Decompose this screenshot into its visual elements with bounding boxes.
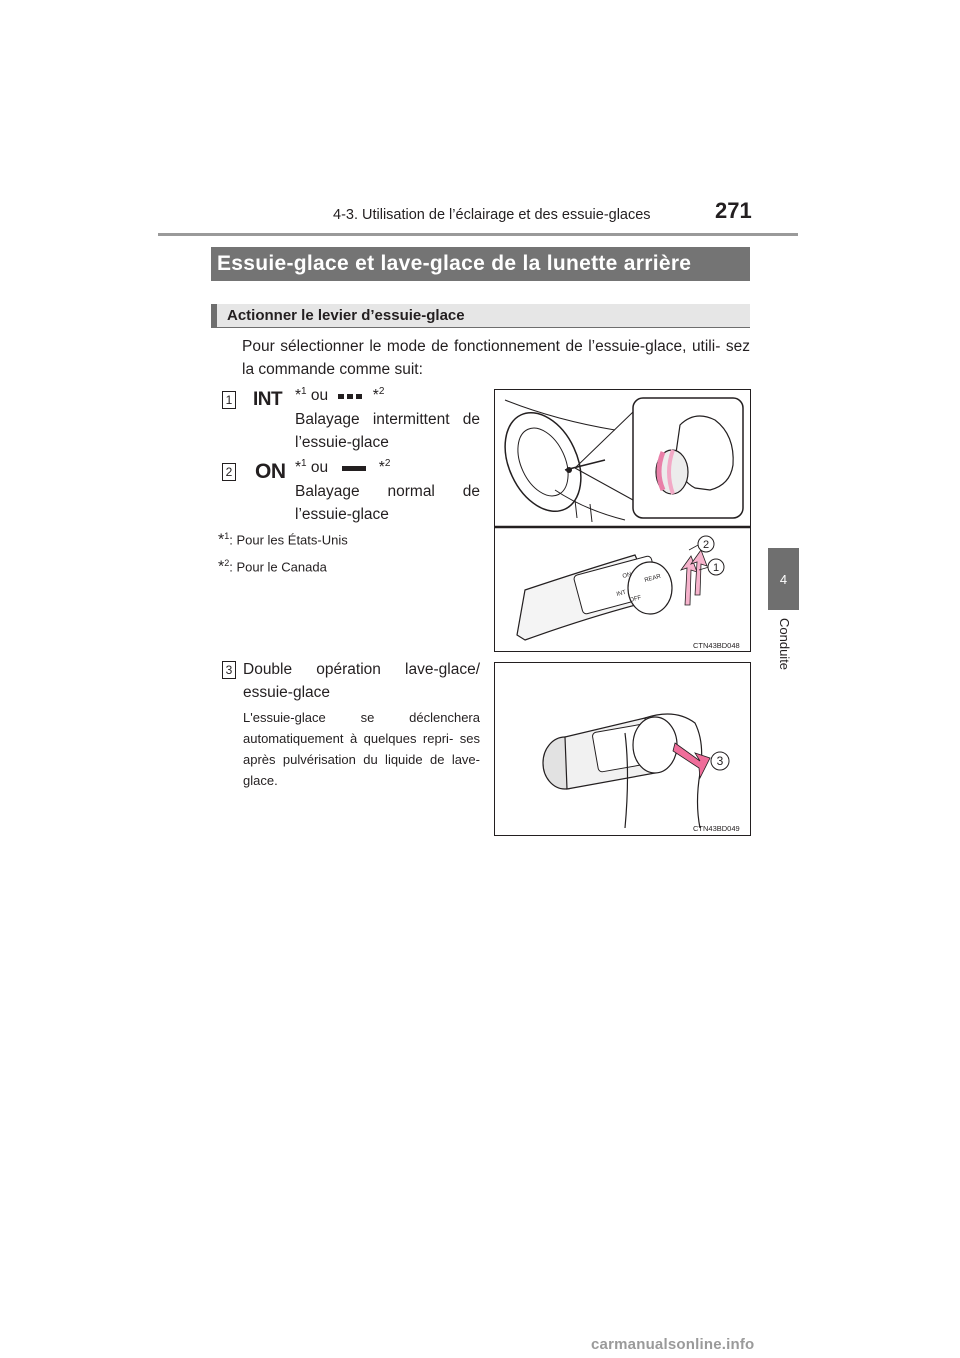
item-3-description: Double opération lave-glace/ essuie-glace: [243, 661, 480, 701]
chapter-label: Conduite: [777, 618, 792, 671]
on-symbol: ON: [255, 460, 286, 483]
callout-1: 1: [712, 562, 720, 574]
int-symbol: INT: [253, 389, 283, 410]
intermittent-dashes-icon: [338, 394, 362, 399]
item-number-2: 2: [222, 463, 236, 481]
wiper-lever-illustration: [495, 390, 750, 651]
switch-label-rear: REAR: [643, 573, 662, 584]
section-heading: Essuie-glace et lave-glace de la lunette arrière: [211, 247, 750, 281]
watermark: carmanualsonline.info: [591, 1336, 755, 1353]
item-1-markers: *$^1$ ou *$^2$: [295, 386, 385, 405]
section-title: 4-3. Utilisation de l’éclairage et des essuie-glaces: [333, 207, 651, 223]
footnote-2: *$^2$: Pour le Canada: [218, 558, 327, 576]
header-rule: [158, 233, 798, 236]
page-number: 271: [715, 198, 752, 223]
footnote-1: *$^1$: Pour les États-Unis: [218, 531, 348, 549]
continuous-dash-icon: [342, 466, 366, 471]
figure-washer-operation: [494, 662, 751, 836]
item-3-note: L'essuie-glace se déclenchera automatiquement à quelques repri- ses après pulvérisation du liquide de lave-glace.: [243, 710, 480, 788]
item-1-description: Balayage intermittent de l’essuie-glace: [295, 411, 480, 451]
item-2-markers: *$^1$ ou *$^2$: [295, 458, 391, 477]
switch-label-off: OFF: [628, 595, 643, 604]
chapter-number: 4: [779, 571, 788, 587]
switch-label-int: INT: [615, 589, 627, 598]
item-number-1: 1: [222, 391, 236, 409]
callout-3: 3: [716, 754, 724, 768]
figure-code-2: CTN43BD049: [693, 824, 740, 833]
switch-label-on: ON: [621, 571, 633, 580]
washer-operation-illustration: [495, 663, 750, 835]
figure-wiper-lever: [494, 389, 751, 652]
chapter-tab[interactable]: [768, 548, 799, 610]
subsection-heading: Actionner le levier d’essuie-glace: [211, 304, 750, 328]
intro-paragraph: Pour sélectionner le mode de fonctionnement de l’essuie-glace, utili- sez la commande comme suit:: [242, 338, 750, 378]
item-2-description: Balayage normal de l’essuie-glace: [295, 483, 480, 523]
figure-code: CTN43BD048: [693, 641, 740, 650]
item-number-3: 3: [222, 661, 236, 679]
callout-2: 2: [702, 539, 710, 551]
